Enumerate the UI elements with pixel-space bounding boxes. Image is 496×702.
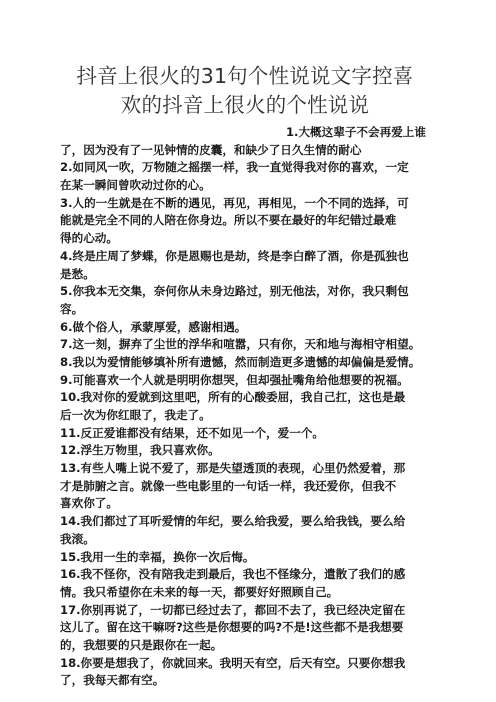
text-line: 2.如同风一吹，万物随之摇摆一样，我一直觉得我对你的喜欢，一定 (60, 160, 409, 175)
text-line: 9.可能喜欢一个人就是明明你想哭，但却强扯嘴角给他想要的祝福。 (60, 372, 409, 387)
text-line: 15.我用一生的幸福，换你一次后悔。 (60, 549, 255, 564)
text-line: 12.浮生万物里，我只喜欢你。 (60, 443, 220, 458)
text-line: 3.人的一生就是在不断的遇见，再见，再相见，一个不同的选择，可 (60, 195, 409, 210)
title-line-2: 欢的抖音上很火的个性说说 (120, 93, 370, 117)
text-line: 16.我不怪你，没有陪我走到最后，我也不怪缘分，遣散了我们的感 (60, 567, 406, 582)
text-line: 13.有些人嘴上说不爱了，那是失望透顶的表现，心里仍然爱着，那 (60, 461, 406, 476)
text-line: 5.你我本无交集，奈何你从未身边路过，别无他法，对你，我只剩包 (60, 284, 409, 299)
text-line: 得的心动。 (60, 231, 118, 246)
text-line: 在某一瞬间曾吹动过你的心。 (60, 178, 211, 193)
text-line: 了，因为没有了一见钟情的皮囊，和缺少了日久生情的耐心 (60, 142, 362, 157)
text-line: 是愁。 (60, 266, 95, 281)
text-line: 能就是完全不同的人陪在你身边。所以不要在最好的年纪错过最难 (60, 213, 397, 228)
document-body (60, 124, 430, 690)
text-line: 情。我只希望你在未来的每一天，都要好好照顾自己。 (60, 584, 339, 599)
text-line: 18.你要是想我了，你就回来。我明天有空，后天有空。只要你想我 (60, 655, 406, 670)
text-line: 我滚。 (60, 531, 95, 546)
text-line: 了，我每天都有空。 (60, 673, 165, 688)
title-line-1: 抖音上很火的31句个性说说文字控喜 (76, 64, 414, 88)
text-line: 的，我想要的只是跟你在一起。 (60, 637, 223, 652)
document-title (60, 62, 430, 120)
text-line: 7.这一刻，摒弃了尘世的浮华和喧嚣，只有你，天和地与海相守相望。 (60, 337, 421, 352)
text-line: 1.大概这辈子不会再爱上谁 (285, 125, 426, 139)
text-line: 喜欢你了。 (60, 496, 118, 511)
text-line: 后一次为你红眼了，我走了。 (60, 408, 211, 422)
text-line: 8.我以为爱情能够填补所有遗憾，然而制造更多遗憾的却偏偏是爱情。 (60, 354, 421, 369)
text-line: 10.我对你的爱就到这里吧，所有的心酸委屈，我自己扛，这也是最 (60, 390, 406, 405)
text-line: 17.你别再说了，一切都已经过去了，都回不去了，我已经决定留在 (60, 602, 406, 617)
text-line: 才是肺腑之言。就像一些电影里的一句话一样，我还爱你，但我不 (60, 478, 397, 493)
text-line: 4.终是庄周了梦蝶，你是恩赐也是劫，终是李白醉了酒，你是孤独也 (60, 248, 409, 263)
text-line: 14.我们都过了耳听爱情的年纪，要么给我爱，要么给我钱，要么给 (60, 514, 406, 529)
text-line: 11.反正爱谁都没有结果，还不如见一个，爱一个。 (60, 425, 325, 440)
text-line: 容。 (60, 301, 84, 316)
text-line: 这儿了。留在这干嘛呀?这些是你想要的吗?不是!这些都不是我想要 (60, 620, 404, 635)
text-line: 6.做个俗人，承蒙厚爱，感谢相遇。 (60, 319, 247, 334)
